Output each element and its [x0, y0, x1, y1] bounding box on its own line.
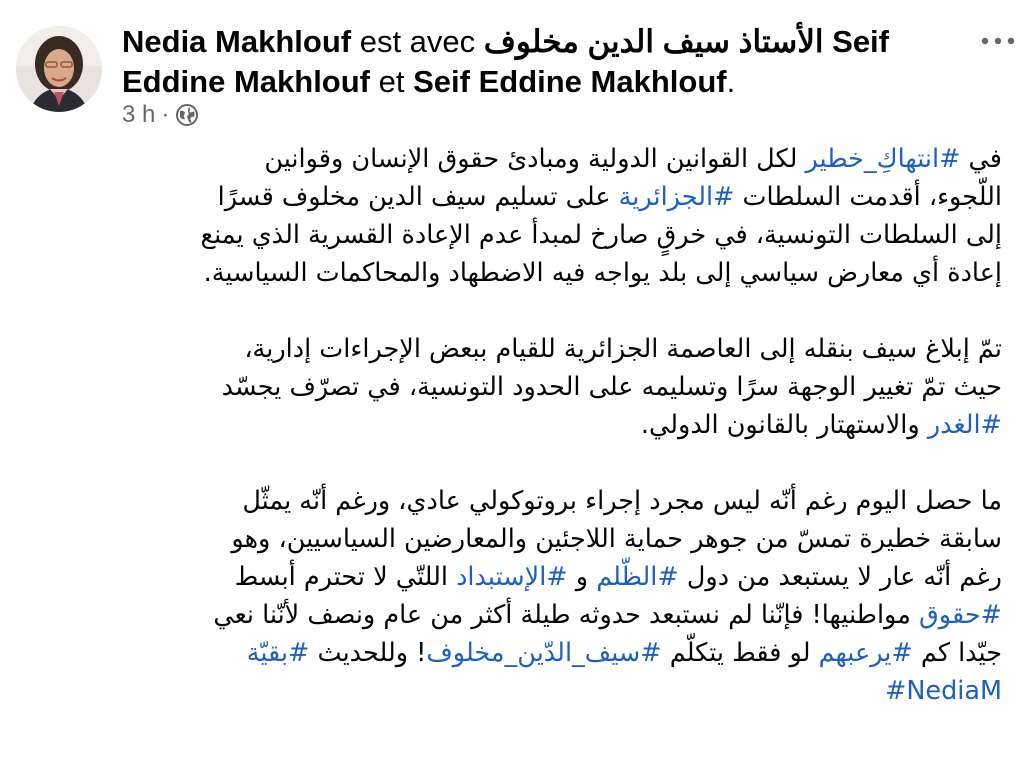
with-text: est avec: [359, 24, 476, 59]
text-segment: و: [567, 562, 597, 592]
text-line: [22, 482, 1002, 520]
text-line: [22, 558, 1002, 596]
text-segment: إلى السلطات التونسية، في خرقٍ صارخ لمبدأ عدم الإعادة القسرية الذي يمنع: [200, 220, 1002, 250]
post-meta: [122, 98, 199, 132]
avatar[interactable]: [16, 26, 102, 112]
text-segment: لكل القوانين الدولية ومبادئ حقوق الإنسان وقوانين: [264, 144, 806, 174]
hashtag-link[interactable]: #الإستبداد: [456, 562, 568, 592]
text-line: [22, 216, 1002, 254]
text-line: [22, 672, 1002, 710]
text-line: [22, 368, 1002, 406]
hashtag-link[interactable]: #حقوق: [919, 600, 1002, 630]
hashtag-link[interactable]: #يرعبهم: [818, 638, 913, 668]
text-segment: لو فقط يتكلّم: [661, 638, 819, 668]
text-segment: تمّ إبلاغ سيف بنقله إلى العاصمة الجزائرية للقيام ببعض الإجراءات إدارية،: [244, 334, 1002, 364]
ellipsis-icon: [981, 37, 1015, 45]
tagged-person-arabic[interactable]: الأستاذ سيف الدين مخلوف: [483, 24, 824, 59]
text-line: [22, 634, 1002, 672]
text-segment: سابقة خطيرة تمسّ من جوهر حماية اللاجئين والمعارضين السياسيين، وهو: [231, 524, 1002, 554]
text-line: [22, 178, 1002, 216]
more-options-button[interactable]: [978, 26, 1018, 56]
tagged-person-1-rest[interactable]: Eddine Makhlouf: [122, 64, 370, 99]
meta-separator: ·: [161, 101, 170, 128]
text-segment: رغم أنّه عار لا يستبعد من دول: [678, 562, 1002, 592]
hashtag-link[interactable]: #الجزائرية: [618, 182, 735, 212]
text-segment: اللّجوء، أقدمت السلطات: [734, 182, 1002, 212]
text-line: [22, 254, 1002, 292]
text-segment: في: [960, 144, 1002, 174]
header-period: .: [726, 64, 736, 99]
hashtag-link[interactable]: #بقيّة: [246, 638, 310, 668]
post-header: [122, 22, 972, 102]
tagged-person-1-first[interactable]: Seif: [832, 24, 889, 59]
globe-icon[interactable]: [175, 103, 199, 127]
text-segment: والاستهتار بالقانون الدولي.: [640, 410, 928, 440]
text-line: [22, 520, 1002, 558]
paragraph-gap: [22, 292, 1002, 330]
hashtag-link[interactable]: #NediaM: [884, 676, 1002, 706]
author-name[interactable]: Nedia Makhlouf: [122, 24, 352, 59]
text-segment: حيث تمّ تغيير الوجهة سرًا وتسليمه على الحدود التونسية، في تصرّف يجسّد: [221, 372, 1002, 402]
and-text: et: [378, 64, 405, 99]
text-segment: جيّدا كم: [912, 638, 1002, 668]
text-line: [22, 140, 1002, 178]
tagged-person-2[interactable]: Seif Eddine Makhlouf: [413, 64, 727, 99]
text-segment: على تسليم سيف الدين مخلوف قسرًا: [217, 182, 619, 212]
hashtag-link[interactable]: #انتهاكِ_خطير: [805, 144, 961, 174]
text-line: [22, 330, 1002, 368]
text-line: [22, 406, 1002, 444]
post-text: [22, 140, 1002, 710]
profile-photo: [16, 26, 102, 112]
text-line: [22, 596, 1002, 634]
post-time[interactable]: 3 h: [122, 101, 156, 128]
paragraph-gap: [22, 444, 1002, 482]
text-segment: اللتّي لا تحترم أبسط: [234, 562, 457, 592]
hashtag-link[interactable]: #الظّلم: [596, 562, 679, 592]
hashtag-link[interactable]: #سيف_الدّين_مخلوف: [426, 638, 662, 668]
text-segment: ما حصل اليوم رغم أنّه ليس مجرد إجراء بروتوكولي عادي، ورغم أنّه يمثّل: [242, 486, 1002, 516]
text-segment: مواطنيها! فإنّنا لم نستبعد حدوثه طيلة أكثر من عام ونصف لأنّنا نعي: [213, 600, 919, 630]
hashtag-link[interactable]: #الغدر: [927, 410, 1002, 440]
text-segment: ! وللحديث: [309, 638, 427, 668]
text-segment: إعادة أي معارض سياسي إلى بلد يواجه فيه الاضطهاد والمحاكمات السياسية.: [203, 258, 1002, 288]
